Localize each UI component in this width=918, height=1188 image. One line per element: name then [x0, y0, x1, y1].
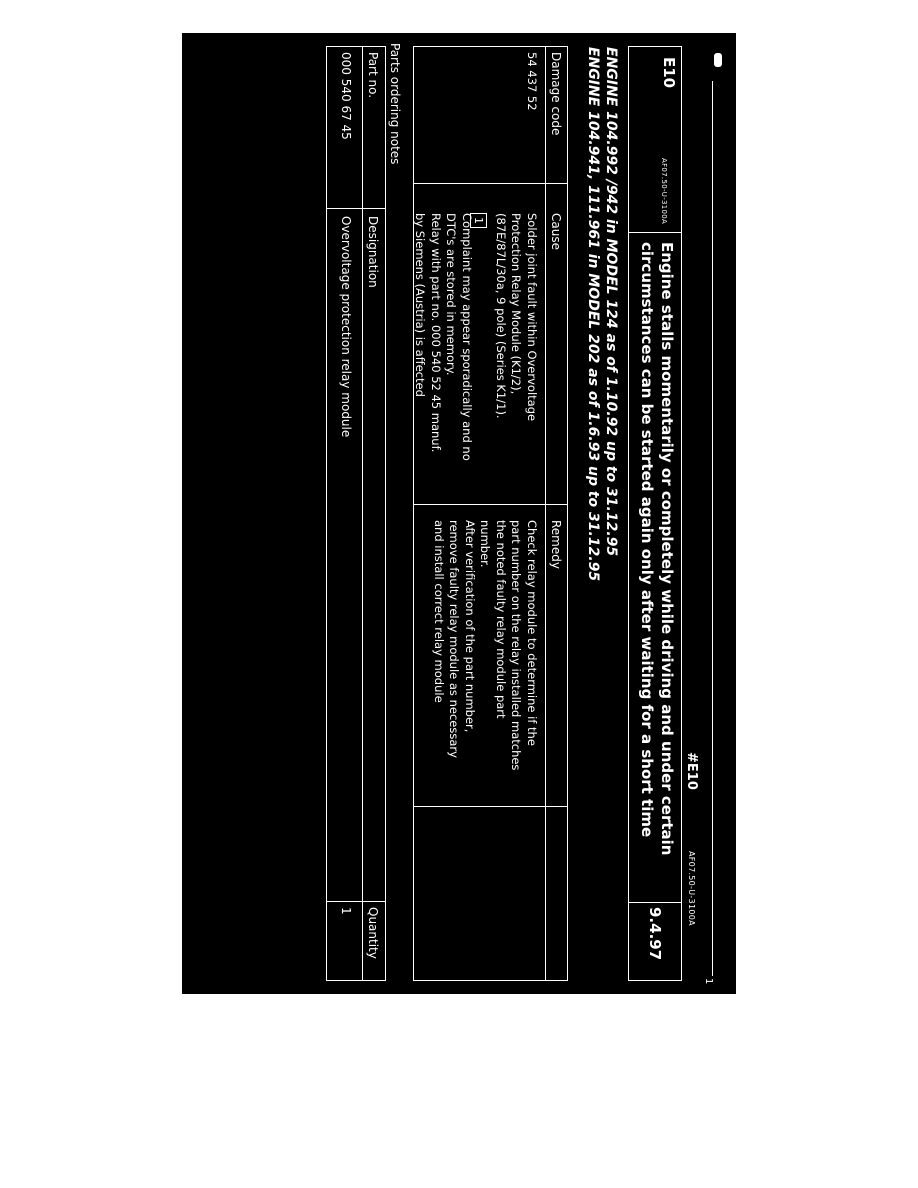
cause-text-2: Complaint may appear sporadically and no DTC's are stored in memory. Relay with part no. 000 540 52 45 manuf. by Siemens (Austria) is affected [413, 213, 474, 461]
scanned-page [182, 33, 736, 994]
parts-header-quantity: Quantity [366, 907, 380, 959]
cause-marker: 1 [470, 213, 490, 228]
page-code: AF07.50-U-3100A [687, 851, 696, 926]
page-number: 1 [703, 978, 714, 985]
parts-quantity: 1 [339, 907, 353, 915]
engine-line-2: ENGINE 104.941, 111.961 in MODEL 202 as of 1.6.93 up to 31.12.95 [585, 47, 601, 582]
parts-title: Parts ordering notes [388, 43, 402, 165]
header-cause: Cause [549, 213, 563, 250]
title-doc-ref: AF07.50-U-3100A [660, 158, 668, 225]
title-code: E10 [660, 57, 678, 89]
header-remedy: Remedy [549, 520, 563, 569]
rotated-sheet [182, 33, 736, 994]
parts-part-no: 000 540 67 45 [339, 52, 353, 140]
page-mark: #E10 [684, 752, 699, 790]
cause-text-1: Solder joint fault within Overvoltage Protection Relay Module (K1/2), (87E/87L/30a, 9 pole) (Series K1/1). [494, 213, 539, 422]
parts-header-designation: Designation [366, 216, 380, 288]
parts-header-part-no: Part no. [366, 52, 380, 99]
parts-table [326, 46, 386, 981]
header-arrow-mark [714, 53, 722, 67]
header-damage-code: Damage code [549, 52, 563, 136]
title-date: 9.4.97 [646, 907, 664, 961]
header-rule [712, 81, 713, 976]
parts-designation: Overvoltage protection relay module [339, 216, 353, 438]
engine-line-1: ENGINE 104.992 /942 in MODEL 124 as of 1.10.92 up to 31.12.95 [603, 47, 619, 557]
title-text: Engine stalls momentarily or completely while driving and under certain circumstances can be started again only after waiting for a short time [638, 242, 676, 856]
damage-code-value: 54 437 52 [525, 52, 539, 111]
remedy-text: Check relay module to determine if the part number on the relay installed matches the noted faulty relay module part number. After verification of the part number, remove faulty relay module as necessary and install correct relay module [432, 520, 539, 771]
